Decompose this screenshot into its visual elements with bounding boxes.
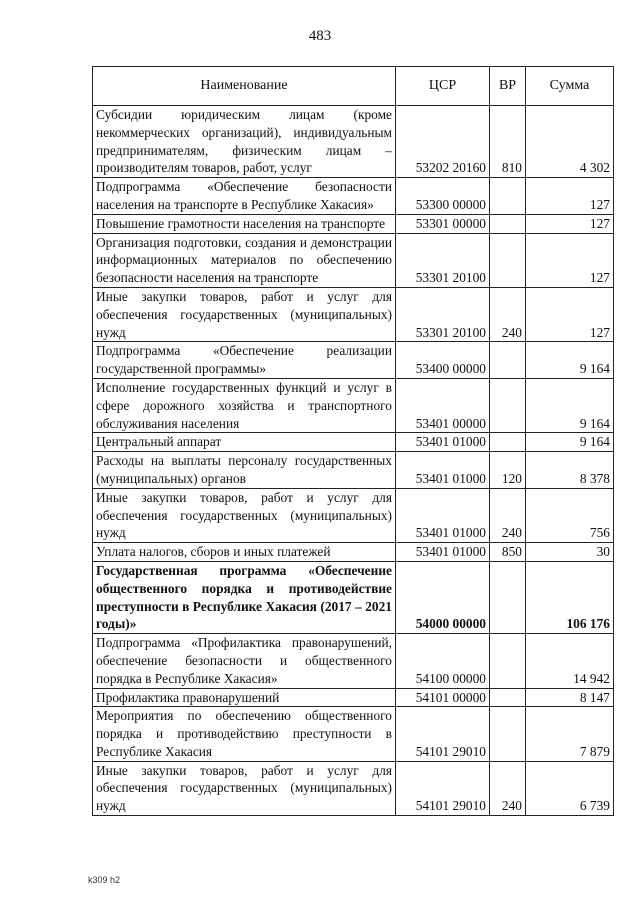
- cell-name: Профилактика правонарушений: [93, 688, 396, 707]
- cell-vr: 120: [490, 452, 526, 489]
- cell-vr: [490, 433, 526, 452]
- cell-name: Повышение грамотности населения на транспорте: [93, 214, 396, 233]
- cell-vr: 810: [490, 106, 526, 178]
- cell-csr: 53301 00000: [396, 214, 490, 233]
- cell-vr: 240: [490, 488, 526, 542]
- cell-name: Организация подготовки, создания и демонстрации информационных материалов по обеспечению безопасности населения на транспорте: [93, 233, 396, 287]
- cell-name: Иные закупки товаров, работ и услуг для обеспечения государственных (муниципальных) нужд: [93, 761, 396, 815]
- cell-vr: [490, 634, 526, 688]
- cell-csr: 53301 20100: [396, 287, 490, 341]
- cell-sum: 14 942: [526, 634, 614, 688]
- cell-vr: [490, 178, 526, 215]
- cell-name: Подпрограмма «Профилактика правонарушений, обеспечение безопасности и общественного порядка в Республике Хакасия»: [93, 634, 396, 688]
- cell-name: Иные закупки товаров, работ и услуг для обеспечения государственных (муниципальных) нужд: [93, 488, 396, 542]
- table-row: [93, 233, 614, 287]
- cell-csr: 53401 01000: [396, 452, 490, 489]
- cell-sum: 30: [526, 543, 614, 562]
- cell-csr: 54101 00000: [396, 688, 490, 707]
- cell-csr: 53401 00000: [396, 378, 490, 432]
- cell-sum: 9 164: [526, 433, 614, 452]
- table-row: [93, 452, 614, 489]
- cell-name: Субсидии юридическим лицам (кроме некоммерческих организаций), индивидуальным предпринимателям, физическим лицам – производителям товаров, работ, услуг: [93, 106, 396, 178]
- cell-sum: 127: [526, 214, 614, 233]
- table-row: [93, 561, 614, 633]
- header-csr: ЦСР: [396, 67, 490, 106]
- cell-sum: 9 164: [526, 342, 614, 379]
- footer-code: k309 h2: [88, 875, 121, 885]
- cell-name: Расходы на выплаты персоналу государственных (муниципальных) органов: [93, 452, 396, 489]
- cell-sum: 8 147: [526, 688, 614, 707]
- cell-sum: 127: [526, 178, 614, 215]
- cell-csr: 53301 20100: [396, 233, 490, 287]
- cell-sum: 8 378: [526, 452, 614, 489]
- cell-sum: 9 164: [526, 378, 614, 432]
- cell-name: Подпрограмма «Обеспечение реализации государственной программы»: [93, 342, 396, 379]
- header-name: Наименование: [93, 67, 396, 106]
- cell-vr: [490, 688, 526, 707]
- header-vr: ВР: [490, 67, 526, 106]
- cell-vr: [490, 214, 526, 233]
- cell-vr: 850: [490, 543, 526, 562]
- table-row: [93, 178, 614, 215]
- table-header-row: [93, 67, 614, 106]
- cell-sum: 127: [526, 233, 614, 287]
- table-row: [93, 433, 614, 452]
- cell-name: Иные закупки товаров, работ и услуг для обеспечения государственных (муниципальных) нужд: [93, 287, 396, 341]
- cell-csr: 54100 00000: [396, 634, 490, 688]
- table-row: [93, 634, 614, 688]
- cell-csr: 54101 29010: [396, 761, 490, 815]
- cell-vr: [490, 233, 526, 287]
- table-row: [93, 214, 614, 233]
- header-sum: Сумма: [526, 67, 614, 106]
- cell-sum: 127: [526, 287, 614, 341]
- cell-name: Мероприятия по обеспечению общественного порядка и противодействию преступности в Республике Хакасия: [93, 707, 396, 761]
- table-row: [93, 761, 614, 815]
- cell-csr: 54000 00000: [396, 561, 490, 633]
- cell-sum: 7 879: [526, 707, 614, 761]
- cell-csr: 53400 00000: [396, 342, 490, 379]
- cell-csr: 53300 00000: [396, 178, 490, 215]
- cell-sum: 106 176: [526, 561, 614, 633]
- cell-vr: [490, 707, 526, 761]
- cell-name: Подпрограмма «Обеспечение безопасности населения на транспорте в Республике Хакасия»: [93, 178, 396, 215]
- table-row: [93, 688, 614, 707]
- budget-table: [92, 66, 614, 816]
- cell-sum: 6 739: [526, 761, 614, 815]
- page-number: 483: [308, 28, 332, 44]
- cell-csr: 53401 01000: [396, 488, 490, 542]
- cell-csr: 53401 01000: [396, 433, 490, 452]
- table-body: [93, 106, 614, 816]
- table-row: [93, 342, 614, 379]
- table-row: [93, 488, 614, 542]
- cell-csr: 54101 29010: [396, 707, 490, 761]
- table-row: [93, 543, 614, 562]
- cell-sum: 756: [526, 488, 614, 542]
- table-row: [93, 106, 614, 178]
- cell-csr: 53401 01000: [396, 543, 490, 562]
- cell-vr: [490, 342, 526, 379]
- cell-name: Государственная программа «Обеспечение общественного порядка и противодействие преступности в Республике Хакасия (2017 – 2021 годы)»: [93, 561, 396, 633]
- table-row: [93, 378, 614, 432]
- table-row: [93, 707, 614, 761]
- cell-name: Уплата налогов, сборов и иных платежей: [93, 543, 396, 562]
- cell-name: Исполнение государственных функций и услуг в сфере дорожного хозяйства и транспортного обслуживания населения: [93, 378, 396, 432]
- cell-vr: 240: [490, 761, 526, 815]
- table-row: [93, 287, 614, 341]
- cell-vr: 240: [490, 287, 526, 341]
- cell-name: Центральный аппарат: [93, 433, 396, 452]
- cell-csr: 53202 20160: [396, 106, 490, 178]
- cell-vr: [490, 378, 526, 432]
- cell-vr: [490, 561, 526, 633]
- cell-sum: 4 302: [526, 106, 614, 178]
